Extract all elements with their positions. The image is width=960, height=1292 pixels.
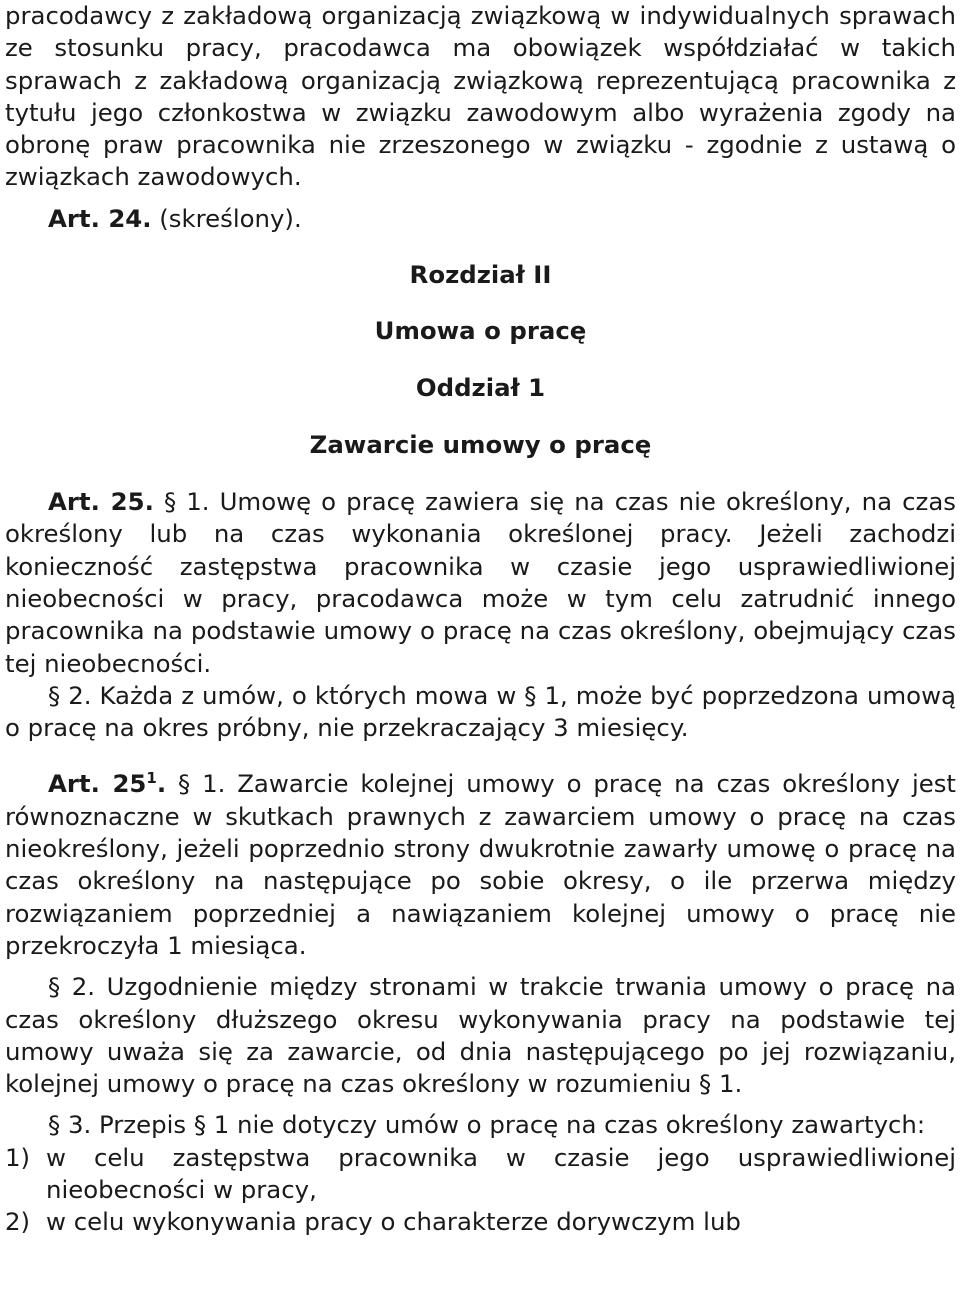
list-item — [5, 1142, 956, 1207]
art-25-1-sup: 1 — [146, 769, 157, 788]
art-25-1-label — [48, 769, 166, 798]
list-item-text: w celu zastępstwa pracownika w czasie jego usprawiedliwionej nieobecności w pracy, — [46, 1142, 956, 1205]
art-25-paragraph-2 — [5, 680, 956, 745]
intro-paragraph: pracodawcy z zakładową organizacją związkową w indywidualnych sprawach ze stosunku pracy, pracodawca ma obowiązek współdziałać w takich sprawach z zakładową organizacją związkową reprezentującą pracownika z tytułu jego członkostwa w związku zawodowym albo wyrażenia zgody na obronę praw pracownika nie zrzeszonego w związku - zgodnie z ustawą o związkach zawodowych. — [5, 1, 956, 192]
section-heading: Oddział 1 — [415, 373, 546, 403]
art-25-1-paragraph-2 — [5, 971, 956, 1100]
list-item — [5, 1206, 956, 1238]
chapter-title: Umowa o pracę — [374, 316, 587, 346]
art-25-paragraph-1 — [5, 486, 956, 680]
section-title: Zawarcie umowy o pracę — [309, 430, 652, 460]
art-25-1-label-text: Art. 25 — [48, 769, 147, 799]
art-25-p1-text: Umowę o pracę zawiera się na czas nie określony, na czas określony lub na czas wykonania określonej pracy. Jeżeli zachodzi konieczność zastępstwa pracownika w czasie jego usprawiedliwionej nieobecności w pracy, pracodawca może w tym celu zatrudnić innego pracownika na podstawie umowy o pracę na czas określony, obejmujący czas tej nieobecności. — [5, 487, 956, 678]
art-25-label: Art. 25. — [48, 487, 154, 517]
art-25-1-paragraph-3 — [5, 1109, 956, 1141]
art-25-1-p1-num: § 1. — [166, 769, 226, 799]
chapter-heading: Rozdział II — [409, 260, 552, 290]
art-25-p1-num: § 1. — [153, 487, 210, 517]
art-24 — [5, 203, 956, 235]
list-item-text: w celu wykonywania pracy o charakterze dorywczym lub — [46, 1207, 741, 1237]
art-25-1-paragraph-1 — [5, 768, 956, 962]
art-25-1-p2-num: § 2. — [48, 972, 96, 1002]
art-25-p2-num: § 2. — [48, 680, 92, 710]
art-25-1-p1-text: Zawarcie kolejnej umowy o pracę na czas określony jest równoznaczne w skutkach prawnych z zawarciem umowy o pracę na czas nieokreślony, jeżeli poprzednio strony dwukrotnie zawarły umowę o pracę na czas określony na następujące po sobie okresy, o ile przerwa między rozwiązaniem poprzedniej a nawiązaniem kolejnej umowy o pracę nie przekroczyła 1 miesiąca. — [5, 769, 956, 960]
art-25-p2-text: Każda z umów, o których mowa w § 1, może być poprzedzona umową o pracę na okres próbny, nie przekraczający 3 miesięcy. — [5, 680, 956, 743]
list-item-number: 1) — [5, 1142, 31, 1172]
art-25-1-p2-text: Uzgodnienie między stronami w trakcie trwania umowy o pracę na czas określony dłuższego okresu wykonywania pracy na podstawie tej umowy uważa się za zawarcie, od dnia następującego po jej rozwiązaniu, kolejnej umowy o pracę na czas określony w rozumieniu § 1. — [5, 972, 956, 1099]
art-25-1-label-end: . — [156, 769, 167, 799]
art-25-1-p3-text: Przepis § 1 nie dotyczy umów o pracę na czas określony zawartych: — [91, 1110, 926, 1140]
art-24-label: Art. 24. — [48, 203, 152, 233]
art-24-text: (skreślony). — [151, 203, 302, 233]
list-item-number: 2) — [5, 1207, 31, 1237]
art-25-1-p3-num: § 3. — [48, 1110, 92, 1140]
